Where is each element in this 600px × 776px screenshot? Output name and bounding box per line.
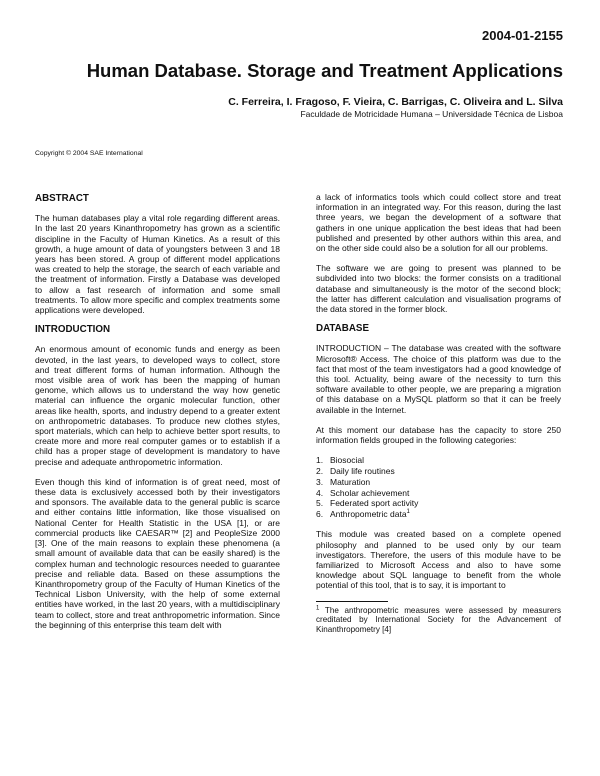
- database-paragraph-2: At this moment our database has the capacity to store 250 information fields grouped in the following categories:: [316, 424, 561, 446]
- introduction-heading: INTRODUCTION: [35, 324, 111, 336]
- left-column: [35, 190, 280, 640]
- footnote-number: 1: [316, 604, 320, 611]
- list-item: 1. Biosocial: [316, 455, 365, 466]
- footnote-divider: [316, 601, 388, 602]
- list-item: 4. Scholar achievement: [316, 487, 410, 498]
- database-paragraph-3: This module was created based on a complete opened philosophy and planned to be used only by our team investigators. Therefore, the users of this module have to be familiarized to Microsoft Access and also to have some knowledge about SQL language to benefit from the whole potential of this tool, that is to say, it is important to: [316, 529, 561, 591]
- database-heading: DATABASE: [316, 323, 369, 335]
- list-item: 5. Federated sport activity: [316, 498, 419, 509]
- introduction-paragraph-1: An enormous amount of economic funds and energy as been devoted, in the last years, to developed ways to collect, store and treat different forms of human information. Although the most visible area of work has been the mapping of human genome, which allows us to understand the way how genetic material can influence the organic molecular function, other areas like health, sports, and industry depend to a greater extent on anthropometric databases. To produce new clothes styles, sport materials, which can help to achieve better sport results, to create more and more real computer games or to establish if a child has a proper stage of development is mandatory to have precise and adequate anthropometric information.: [35, 344, 280, 467]
- list-item: 6. Anthropometric data$^1$: [316, 509, 410, 520]
- footnote: [316, 606, 561, 635]
- abstract-heading: ABSTRACT: [35, 193, 89, 204]
- introduction-paragraph-4: The software we are going to present was planned to be subdivided into two blocks: the former consists on a traditional database and simultaneously is the motor of the second block; the latter has different calculation and visualisation programs of the data stored in the former block.: [316, 263, 561, 315]
- footnote-text: The anthropometric measures were assessed by measurers creditated by International Society for the Advancement of Kinanthropometry [4]: [316, 605, 561, 635]
- author-list: C. Ferreira, I. Fragoso, F. Vieira, C. Barrigas, C. Oliveira and L. Silva: [228, 96, 563, 108]
- category-list: [316, 455, 561, 519]
- list-item: 2. Daily life routines: [316, 466, 395, 477]
- right-column: [316, 192, 561, 635]
- paper-title: Human Database. Storage and Treatment Applications: [86, 60, 563, 81]
- list-item: 3. Maturation: [316, 476, 371, 487]
- affiliation: Faculdade de Motricidade Humana – Universidade Técnica de Lisboa: [300, 109, 563, 119]
- copyright-notice: Copyright © 2004 SAE International: [35, 150, 143, 157]
- footnote-marker: 1: [406, 509, 410, 516]
- database-paragraph-1: INTRODUCTION – The database was created with the software Microsoft® Access. The choice of this platform was due to the fact that most of the team investigators had a good knowledge of this tool. Actuality, being aware of the necessity to turn this software available to other people, we are preparing a migration of this database on a MySQL platform so that it can be freely available in the Internet.: [316, 343, 561, 415]
- introduction-paragraph-2: Even though this kind of information is of great need, most of these data is exclusively accessed both by their investigators and sponsors. The available data to the general public is scarce and either contains little information, like those visualised on National Center for Health Statistic in the USA [1], or are commercial products like CAESAR™ [2] and PeopleSize 2000 [3]. One of the main reasons to explain these phenomena (a small amount of available data that can be easily shared) is the complex human and technologic resources needed to guarantee precise and reliable data. Based on these assumptions the Kinanthropometry group of the Faculty of Human Kinetics of the Technical Lisbon University, with the help of some external entities have worked, in the last 20 years, with a multidisciplinary team to collect, store and treat anthropometric information. Since the beginning of this enterprise this team delt with: [35, 476, 280, 630]
- abstract-text: The human databases play a vital role regarding different areas. In the last 20 years Kinanthropometry has grown as a scientific discipline in the Faculty of Human Kinetics. As a result of this growth, a huge amount of data of youngsters between 3 and 18 years has been stored. A group of different model applications was created to help the storage, the search of each variable and the treatment of information. Firstly a Database was developed to allow a fast research of information and some small treatments. To allow more specific and complex treatments some applications were developed.: [35, 213, 280, 316]
- paper-id: 2004-01-2155: [482, 28, 563, 43]
- introduction-paragraph-3: a lack of informatics tools which could collect store and treat information in an integrated way. For this reason, during the last three years, we began the development of a software that gathers in one unique application the best ideas that had been published and presented by other authors within this area, and on the other side could also be a solution for all our problems.: [316, 192, 561, 254]
